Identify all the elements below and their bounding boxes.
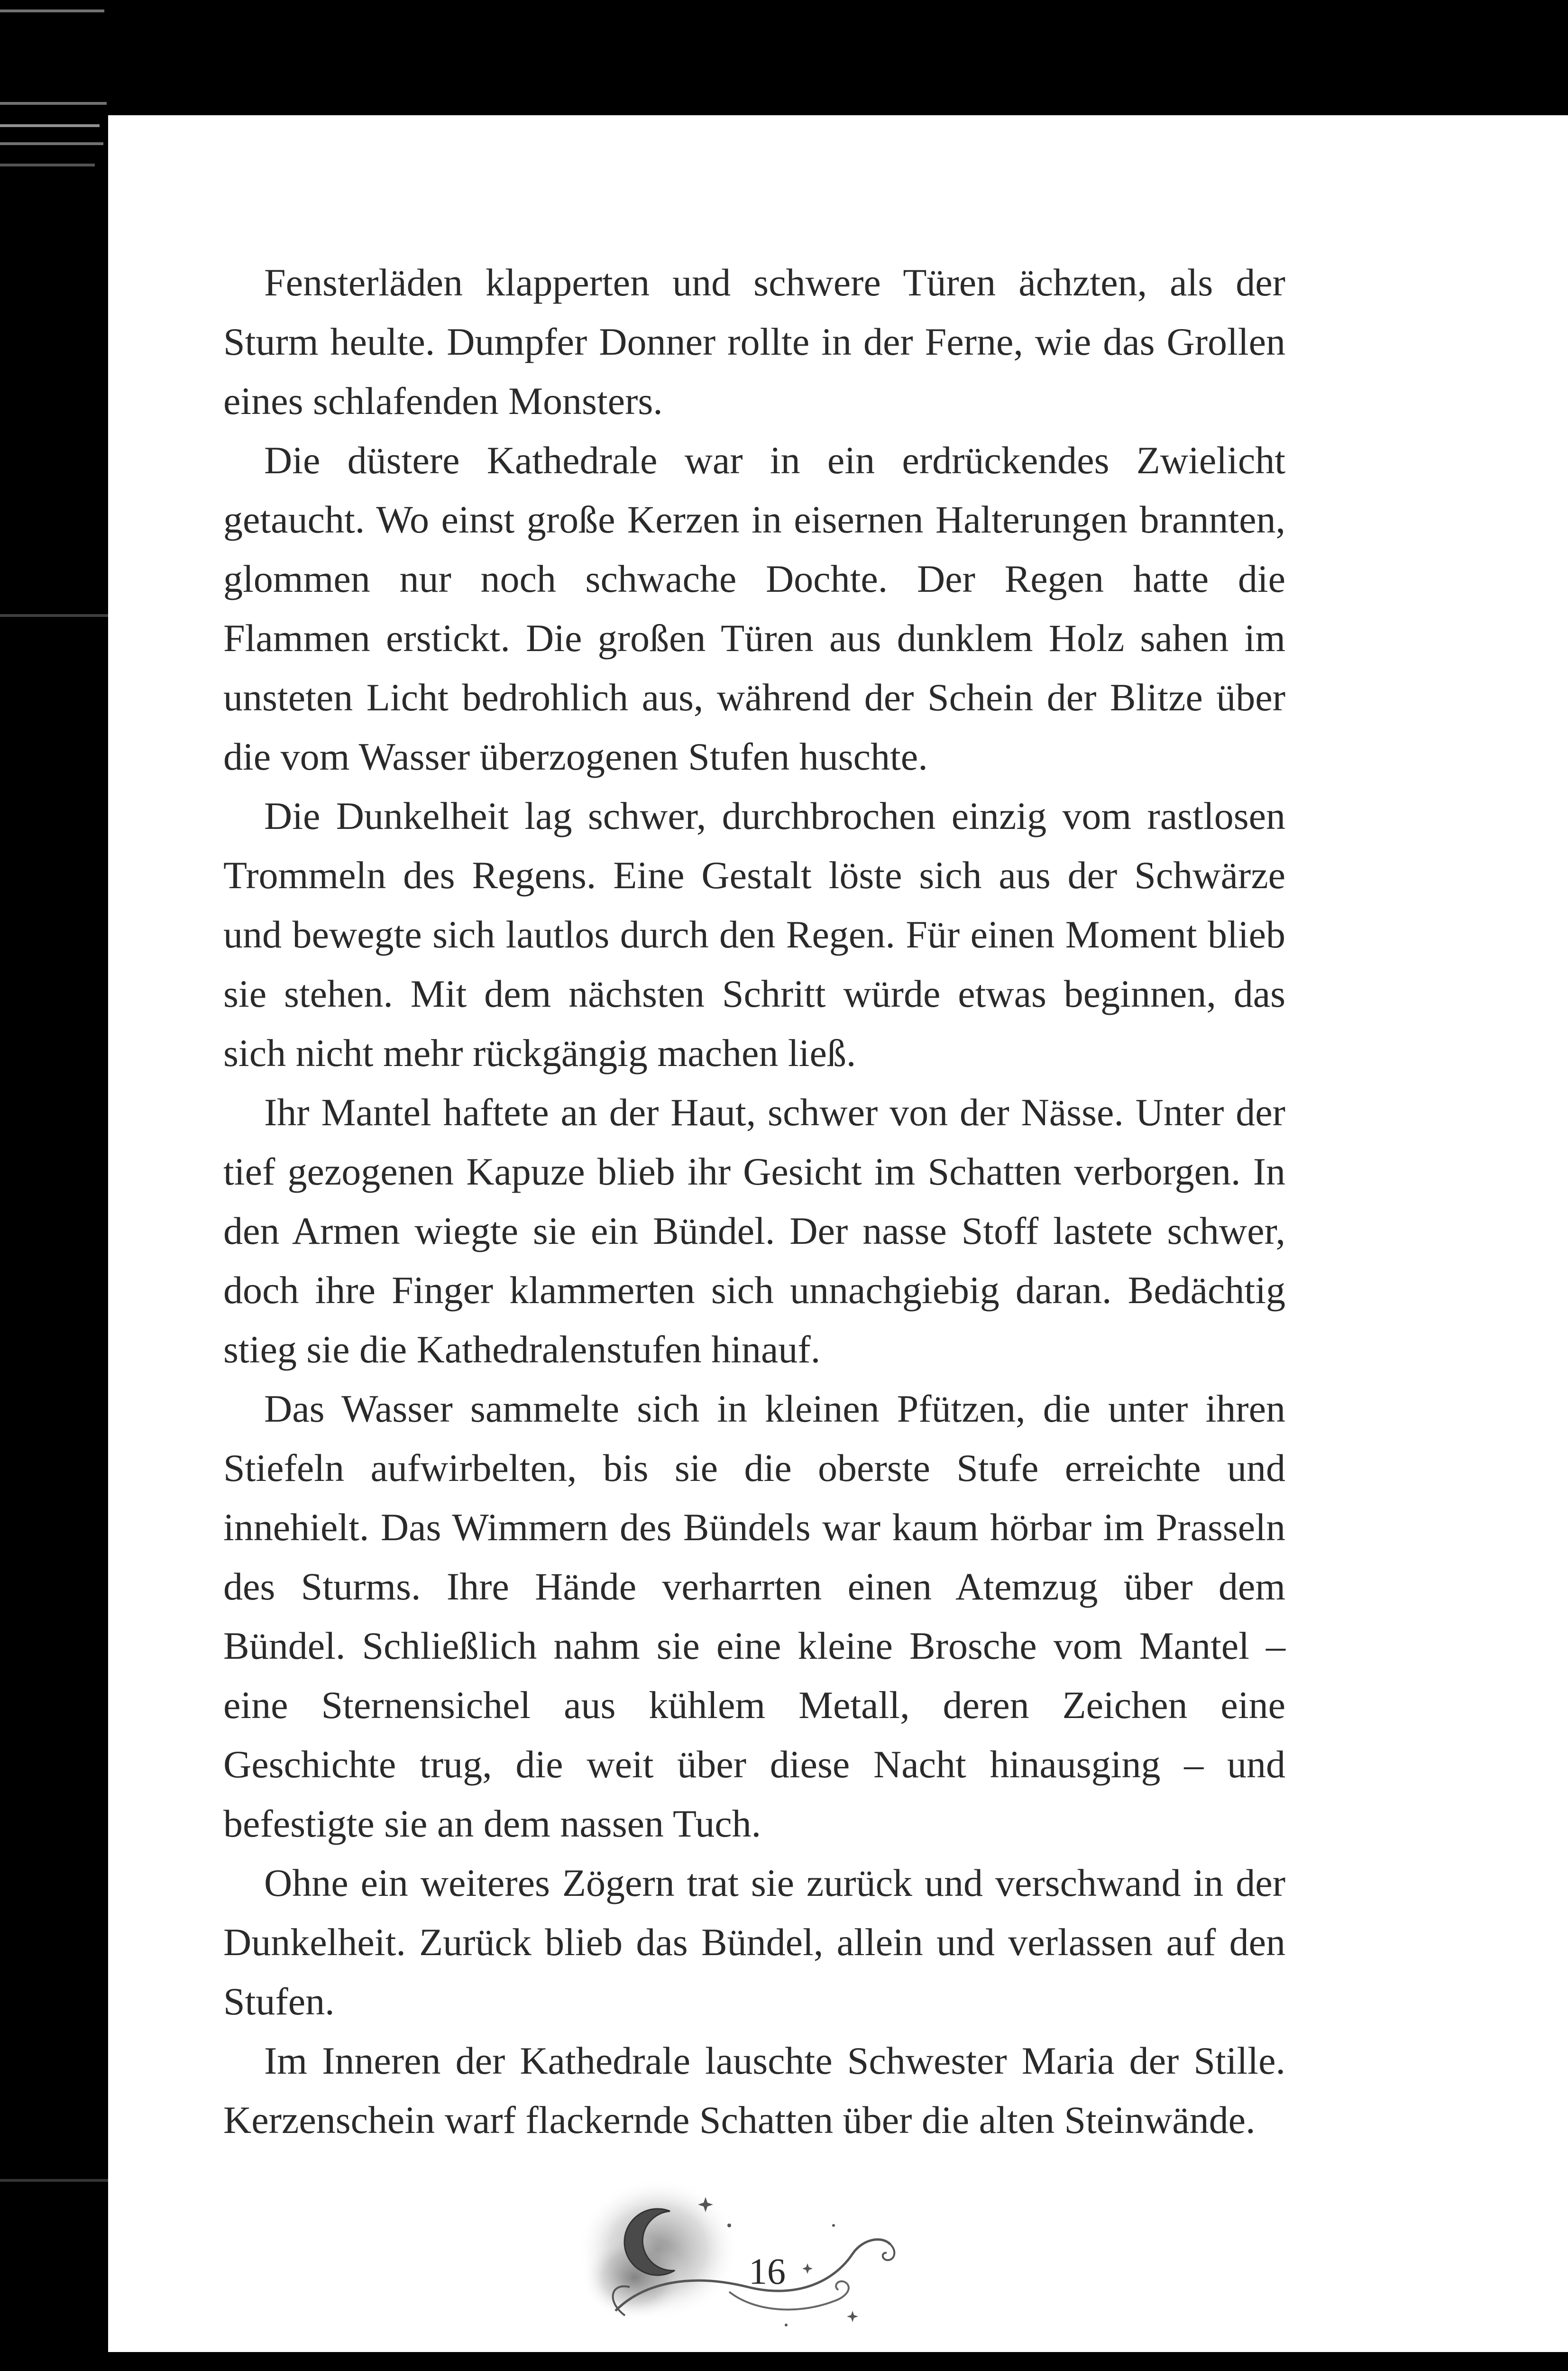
page-number: 16: [749, 2251, 786, 2292]
paragraph: Die Dunkelheit lag schwer, durchbrochen einzig vom rastlosen Trommeln des Regens. Eine Gestalt löste sich aus der Schwärze und bewegte sich lautlos durch den Regen. Für einen Moment blieb sie stehen. Mit dem nächsten Schritt würde etwas beginnen, das sich nicht mehr rückgängig machen ließ.: [223, 794, 1285, 1075]
scan-artifact-line: [0, 2179, 108, 2182]
scan-artifact-line: [0, 9, 104, 12]
body-text: [223, 253, 1285, 2150]
paragraph: Die düstere Kathedrale war in ein erdrückendes Zwielicht getaucht. Wo einst große Kerzen in eisernen Halterungen brannten, glommen nur noch schwache Dochte. Der Regen hatte die Flammen erstickt. Die großen Türen aus dunklem Holz sahen im unsteten Licht bedrohlich aus, während der Schein der Blitze über die vom Wasser überzogenen Stufen huschte.: [223, 439, 1285, 778]
scan-artifact-line: [0, 614, 108, 617]
paragraph: Fensterläden klapperten und schwere Türen ächzten, als der Sturm heulte. Dumpfer Donner rollte in der Ferne, wie das Grollen eines schlafenden Monsters.: [223, 261, 1285, 423]
paragraph: Ohne ein weiteres Zögern trat sie zurück und verschwand in der Dunkelheit. Zurück blieb das Bündel, allein und verlassen auf den Stufen.: [223, 1861, 1285, 2023]
scan-artifact-line: [0, 102, 107, 105]
paragraph: Das Wasser sammelte sich in kleinen Pfützen, die unter ihren Stiefeln aufwirbelten, bis sie die oberste Stufe erreichte und innehielt. Das Wimmern des Bündels war kaum hörbar im Prasseln des Sturms. Ihre Hände verharrten einen Atemzug über dem Bündel. Schließlich nahm sie eine kleine Brosche vom Mantel – eine Sternensichel aus kühlem Metall, deren Zeichen eine Geschichte trug, die weit über diese Nacht hinausging – und befestigte sie an dem nassen Tuch.: [223, 1387, 1285, 1845]
scan-artifact-line: [0, 142, 103, 145]
book-page: [108, 115, 1568, 2352]
scan-edge-strip: [0, 0, 108, 2371]
paragraph: Im Inneren der Kathedrale lauschte Schwester Maria der Stille. Kerzenschein warf flackernde Schatten über die alten Steinwände.: [223, 2039, 1285, 2141]
scan-artifact-line: [0, 124, 100, 127]
scan-artifact-line: [0, 164, 95, 166]
paragraph: Ihr Mantel haftete an der Haut, schwer von der Nässe. Unter der tief gezogenen Kapuze blieb ihr Gesicht im Schatten verborgen. In den Armen wiegte sie ein Bündel. Der nasse Stoff lastete schwer, doch ihre Finger klammerten sich unnachgiebig daran. Bedächtig stieg sie die Kathedralenstufen hinauf.: [223, 1091, 1285, 1371]
